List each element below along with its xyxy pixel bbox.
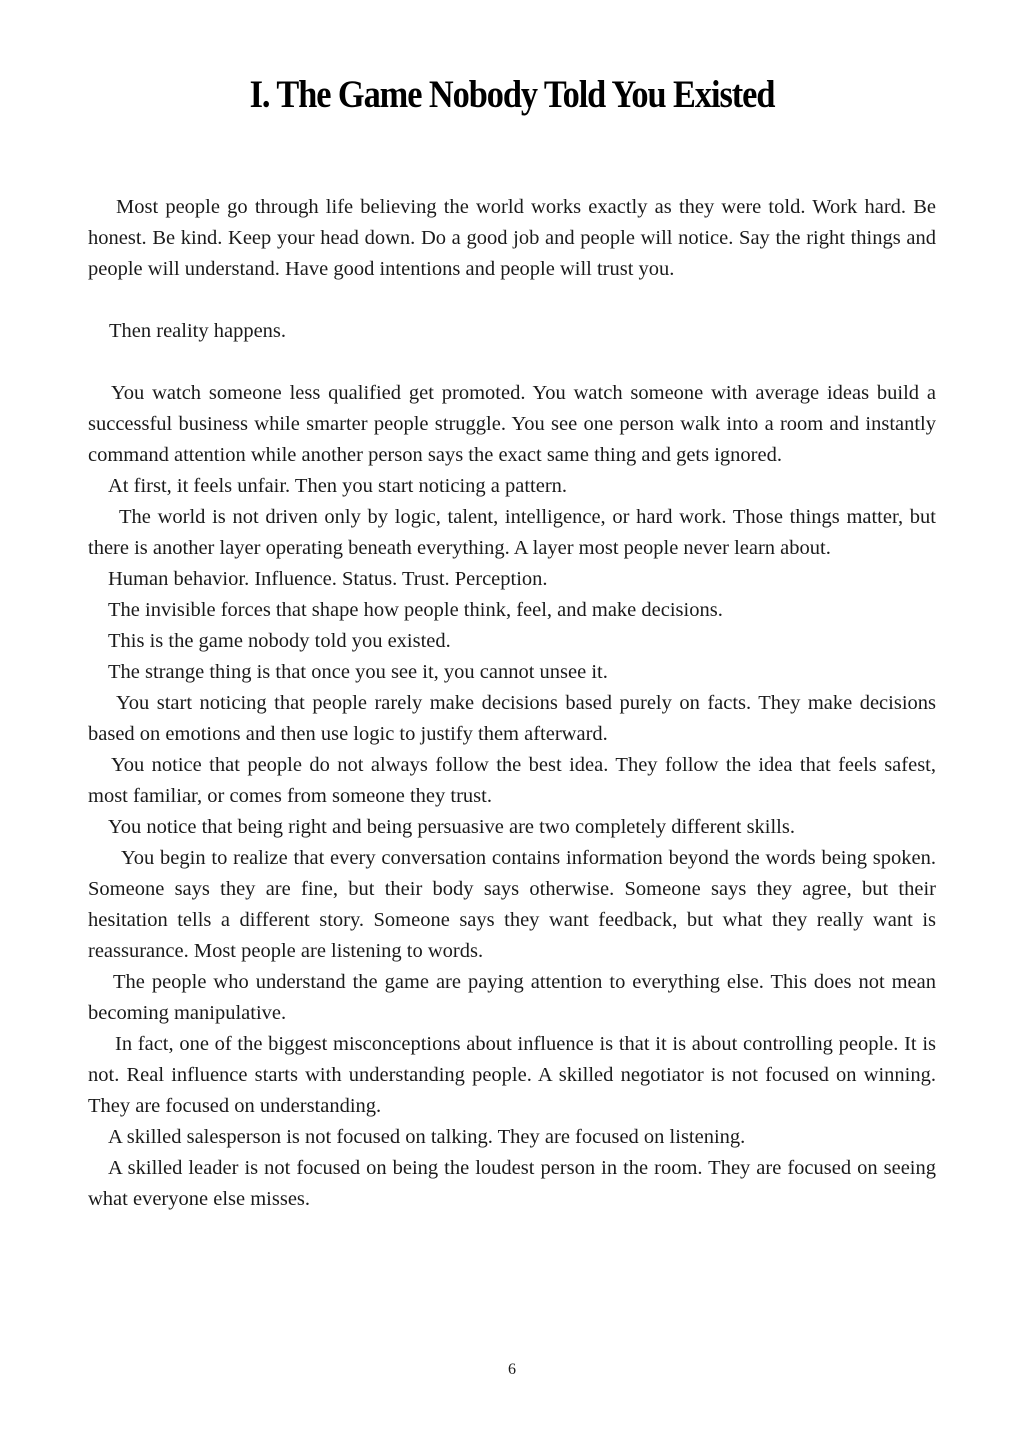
paragraph-11: You notice that people do not always follow the best idea. They follow the idea that feels safest, most familiar, or comes from someone they trust. (88, 754, 936, 807)
paragraph-8: This is the game nobody told you existed. (108, 630, 451, 652)
document-page (88, 0, 936, 1447)
paragraph-7: The invisible forces that shape how people think, feel, and make decisions. (108, 599, 723, 621)
paragraph-13: You begin to realize that every conversation contains information beyond the words being spoken. Someone says they are fine, but their body says otherwise. Someone says they agree, but their hesitation tells a different story. Someone says they want feedback, but what they really want is reassurance. Most people are listening to words. (88, 847, 936, 962)
paragraph-12: You notice that being right and being persuasive are two completely different skills. (108, 816, 795, 838)
chapter-body (88, 192, 936, 1215)
paragraph-3: You watch someone less qualified get promoted. You watch someone with average ideas build a successful business while smarter people struggle. You see one person walk into a room and instantly command attention while another person says the exact same thing and gets ignored. (88, 382, 936, 466)
chapter-title: I. The Game Nobody Told You Existed (249, 73, 775, 116)
paragraph-1: Most people go through life believing the world works exactly as they were told. Work hard. Be honest. Be kind. Keep your head down. Do a good job and people will notice. Say the right things and people will understand. Have good intentions and people will trust you. (88, 196, 936, 280)
paragraph-9: The strange thing is that once you see it, you cannot unsee it. (108, 661, 608, 683)
paragraph-2: Then reality happens. (109, 320, 287, 342)
paragraph-14: The people who understand the game are paying attention to everything else. This does not mean becoming manipulative. (88, 971, 936, 1024)
paragraph-15: In fact, one of the biggest misconceptions about influence is that it is about controlling people. It is not. Real influence starts with understanding people. A skilled negotiator is not focused on winning. They are focused on understanding. (88, 1033, 936, 1117)
paragraph-17: A skilled leader is not focused on being the loudest person in the room. They are focused on seeing what everyone else misses. (88, 1157, 936, 1210)
paragraph-6: Human behavior. Influence. Status. Trust. Perception. (108, 568, 548, 590)
paragraph-16: A skilled salesperson is not focused on talking. They are focused on listening. (108, 1126, 746, 1148)
paragraph-10: You start noticing that people rarely make decisions based purely on facts. They make decisions based on emotions and then use logic to justify them afterward. (88, 692, 936, 745)
page-number: 6 (508, 1361, 516, 1378)
paragraph-4: At first, it feels unfair. Then you start noticing a pattern. (108, 475, 568, 497)
paragraph-5: The world is not driven only by logic, talent, intelligence, or hard work. Those things matter, but there is another layer operating beneath everything. A layer most people never learn about. (88, 506, 936, 559)
